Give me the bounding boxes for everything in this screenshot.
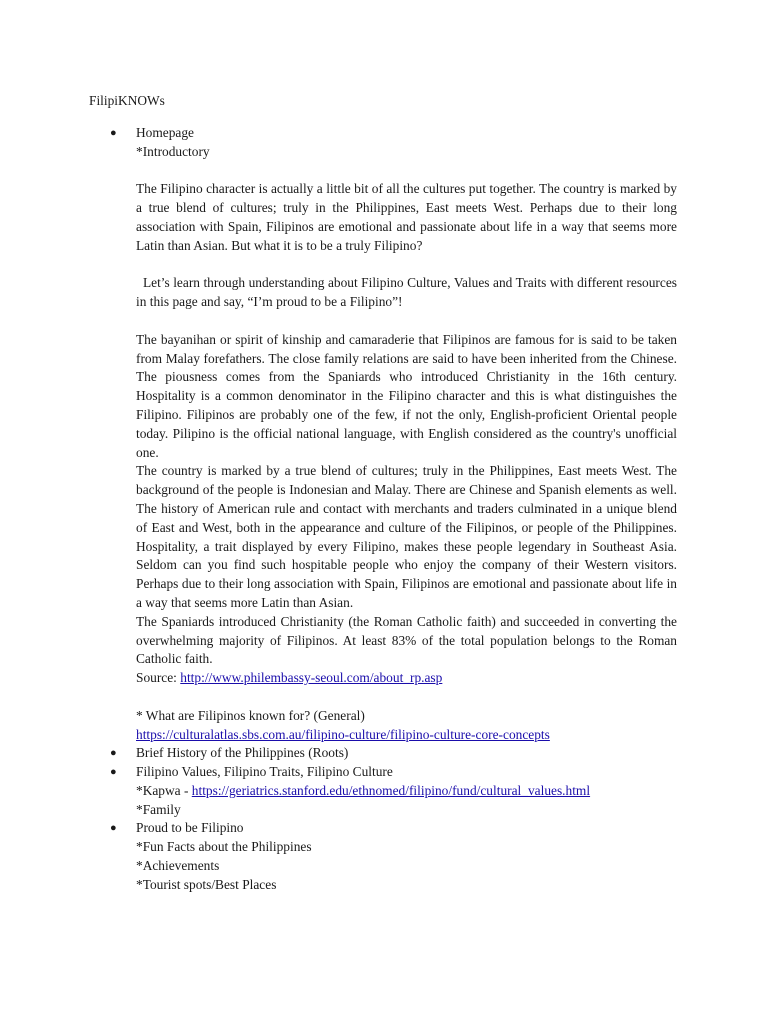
homepage-paragraph-2: Let’s learn through understanding about Filipino Culture, Values and Traits with different resources in this page and say, “I’m proud to be a Filipino”! bbox=[136, 275, 677, 310]
known-for-label: * What are Filipinos known for? (General) bbox=[136, 707, 365, 723]
proud-item-tourist-spots: *Tourist spots/Best Places bbox=[136, 876, 277, 892]
history-heading: Brief History of the Philippines (Roots) bbox=[136, 745, 349, 761]
source-label: Source: bbox=[136, 670, 181, 686]
document-content bbox=[110, 124, 677, 895]
bullet-history bbox=[110, 744, 677, 763]
family-item: *Family bbox=[136, 801, 181, 817]
proud-heading: Proud to be Filipino bbox=[136, 820, 244, 836]
bullet-icon: ● bbox=[110, 747, 117, 760]
homepage-paragraph-1: The Filipino character is actually a little bit of all the cultures put together. The country is marked by a true blend of cultures; truly in the Philippines, East meets West. Perhaps due to their long association with Spain, Filipinos are emotional and passionate about life in a way that seems more Latin than Asian. But what it is to be a truly Filipino? bbox=[136, 181, 677, 253]
bullet-icon: ● bbox=[110, 822, 117, 835]
source-line bbox=[136, 669, 677, 688]
bullet-icon: ● bbox=[110, 127, 117, 139]
source-link[interactable]: http://www.philembassy-seoul.com/about_rp.asp bbox=[180, 670, 443, 686]
kapwa-label: *Kapwa - bbox=[136, 782, 192, 798]
homepage-heading: Homepage bbox=[136, 125, 195, 140]
proud-item-fun-facts: *Fun Facts about the Philippines bbox=[136, 839, 312, 855]
kapwa-line bbox=[136, 782, 677, 801]
known-for-link[interactable]: https://culturalatlas.sbs.com.au/filipino-culture/filipino-culture-core-concepts bbox=[136, 726, 550, 742]
bullet-proud bbox=[110, 819, 677, 894]
proud-item-achievements: *Achievements bbox=[136, 858, 220, 874]
homepage-subheading: *Introductory bbox=[136, 143, 210, 159]
kapwa-link[interactable]: https://geriatrics.stanford.edu/ethnomed/filipino/fund/cultural_values.html bbox=[191, 782, 591, 798]
document-title: FilipiKNOWs bbox=[89, 93, 165, 108]
homepage-paragraph-3: The bayanihan or spirit of kinship and camaraderie that Filipinos are famous for is said to be taken from Malay forefathers. The close family relations are said to have been inherited from the Chinese. The piousness comes from the Spaniards who introduced Christianity in the 16th century. Hospitality is a common denominator in the Filipino character and this is what distinguishes the Filipino. Filipinos are probably one of the few, if not the only, English-proficient Oriental people today. Pilipino is the official national language, with English considered as the country's unofficial one. bbox=[136, 331, 677, 460]
bullet-values bbox=[110, 763, 677, 819]
values-heading: Filipino Values, Filipino Traits, Filipino Culture bbox=[136, 764, 393, 780]
bullet-homepage bbox=[110, 124, 677, 744]
homepage-paragraph-5: The Spaniards introduced Christianity (the Roman Catholic faith) and succeeded in converting the overwhelming majority of Filipinos. At least 83% of the total population belongs to the Roman Catholic faith. bbox=[136, 613, 677, 667]
bullet-icon: ● bbox=[110, 766, 117, 779]
homepage-paragraph-4: The country is marked by a true blend of cultures; truly in the Philippines, East meets West. The background of the people is Indonesian and Malay. There are Chinese and Spanish elements as well. The history of American rule and contact with merchants and traders culminated in a unique blend of East and West, both in the appearance and culture of the Filipinos, or people of the Philippines. Hospitality, a trait displayed by every Filipino, makes these people legendary in Southeast Asia. Seldom can you find such hospitable people who enjoy the company of their Western visitors. Perhaps due to their long association with Spain, Filipinos are emotional and passionate about life in a way that seems more Latin than Asian. bbox=[136, 463, 677, 610]
